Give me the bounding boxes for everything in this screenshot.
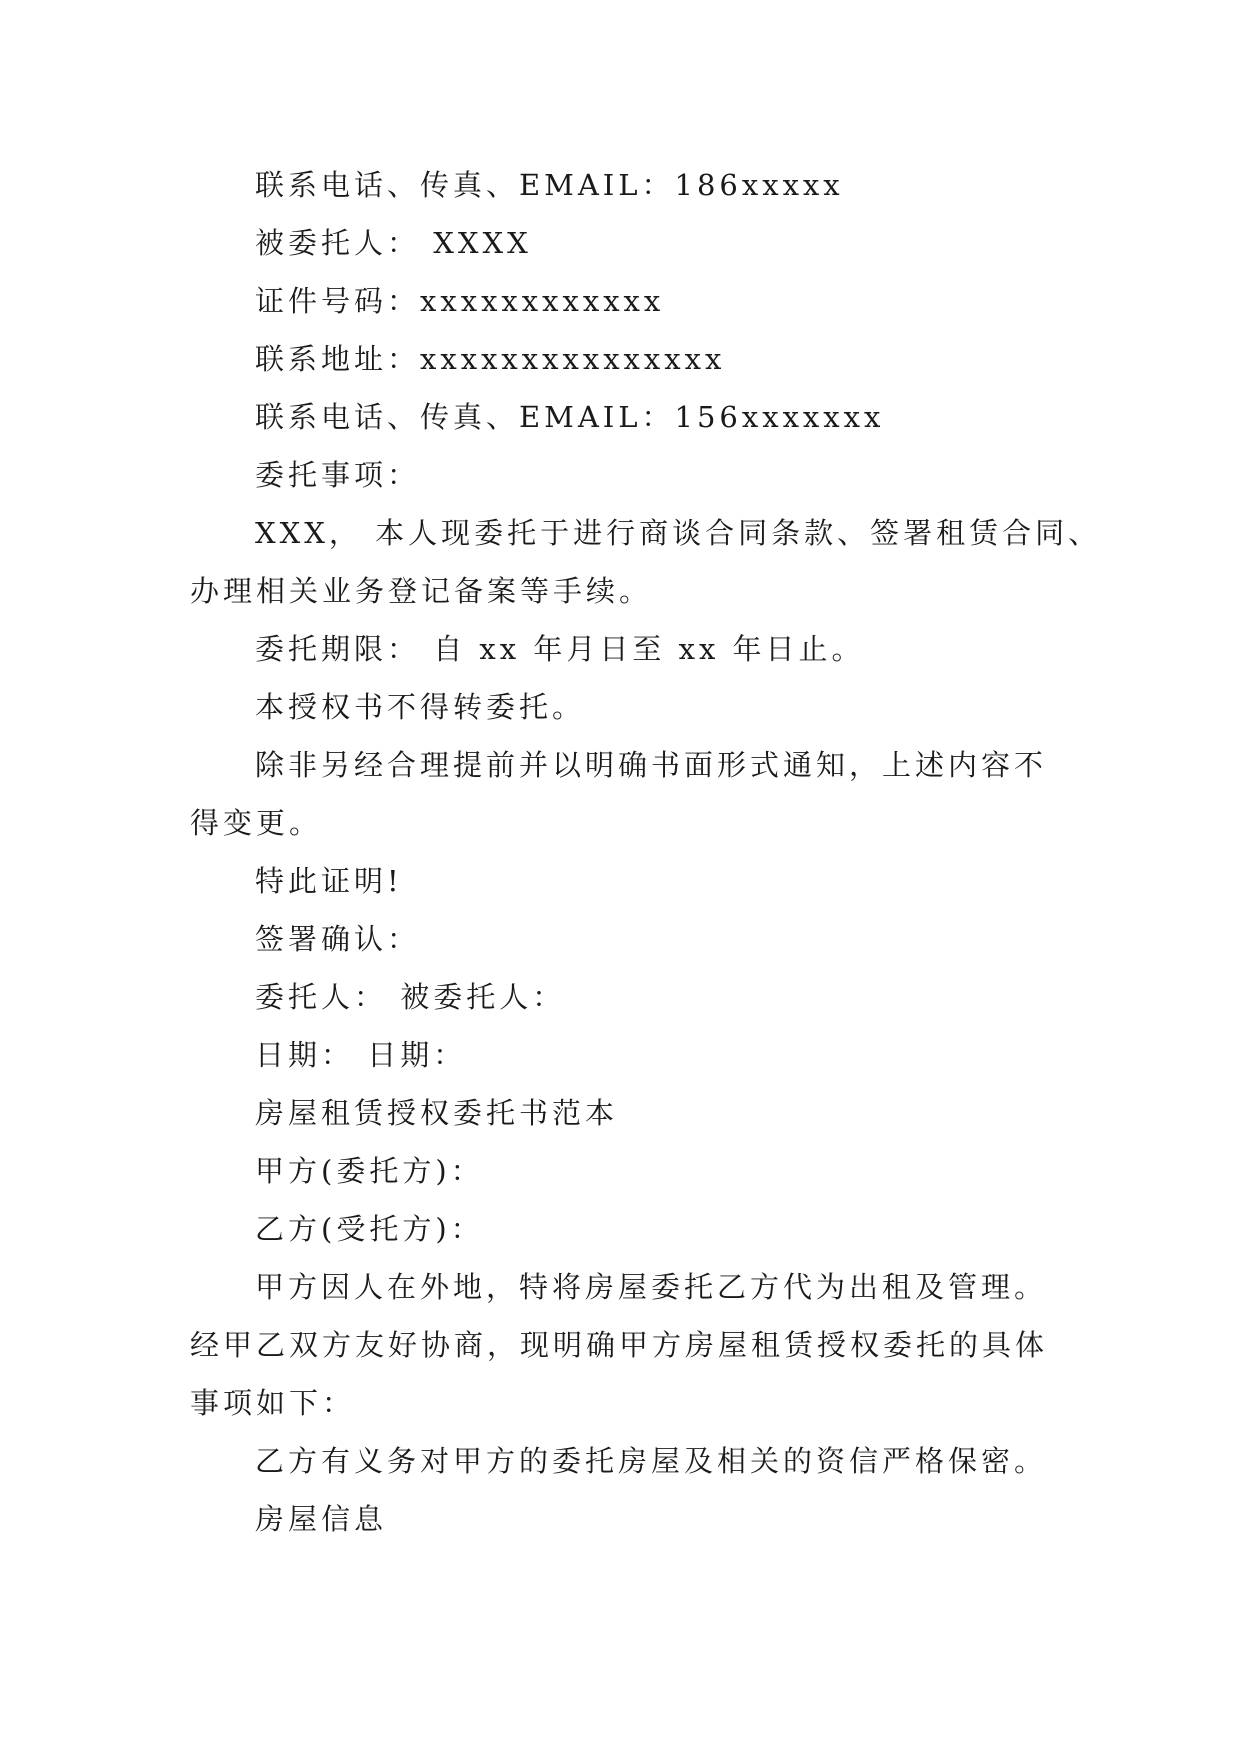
entrust-period-line: 委托期限： 自 xx 年月日至 xx 年日止。 [255,632,865,666]
intro-paragraph-cont-1: 经甲乙双方友好协商，现明确甲方房屋租赁授权委托的具体 [190,1328,1049,1362]
certification-line: 特此证明! [255,864,403,898]
intro-paragraph: 甲方因人在外地，特将房屋委托乙方代为出租及管理。 [255,1270,1048,1304]
house-info-heading: 房屋信息 [255,1502,388,1536]
entrusted-matters-text-cont: 办理相关业务登记备案等手续。 [190,574,653,608]
intro-paragraph-cont-2: 事项如下： [190,1386,356,1420]
contact-phone-line-2: 联系电话、传真、EMAIL：156xxxxxxx [255,400,885,434]
change-clause-line: 除非另经合理提前并以明确书面形式通知，上述内容不 [255,748,1048,782]
signature-confirm-heading: 签署确认： [255,922,421,956]
change-clause-line-cont: 得变更。 [190,806,323,840]
entrusted-matters-heading: 委托事项： [255,458,421,492]
contact-address-line: 联系地址：xxxxxxxxxxxxxxx [255,342,726,376]
contact-phone-line-1: 联系电话、传真、EMAIL：186xxxxx [255,168,844,202]
no-subdelegation-line: 本授权书不得转委托。 [255,690,586,724]
party-b-line: 乙方(受托方)： [255,1212,484,1246]
template-title: 房屋租赁授权委托书范本 [255,1096,619,1130]
id-number-line: 证件号码：xxxxxxxxxxxx [255,284,665,318]
confidentiality-line: 乙方有义务对甲方的委托房屋及相关的资信严格保密。 [255,1444,1048,1478]
signatories-line: 委托人： 被委托人： [255,980,566,1014]
dates-line: 日期： 日期： [255,1038,467,1072]
entrusted-matters-text: XXX， 本人现委托于进行商谈合同条款、签署租赁合同、 [255,516,1102,550]
trustee-line: 被委托人： XXXX [255,226,532,260]
party-a-line: 甲方(委托方)： [255,1154,484,1188]
